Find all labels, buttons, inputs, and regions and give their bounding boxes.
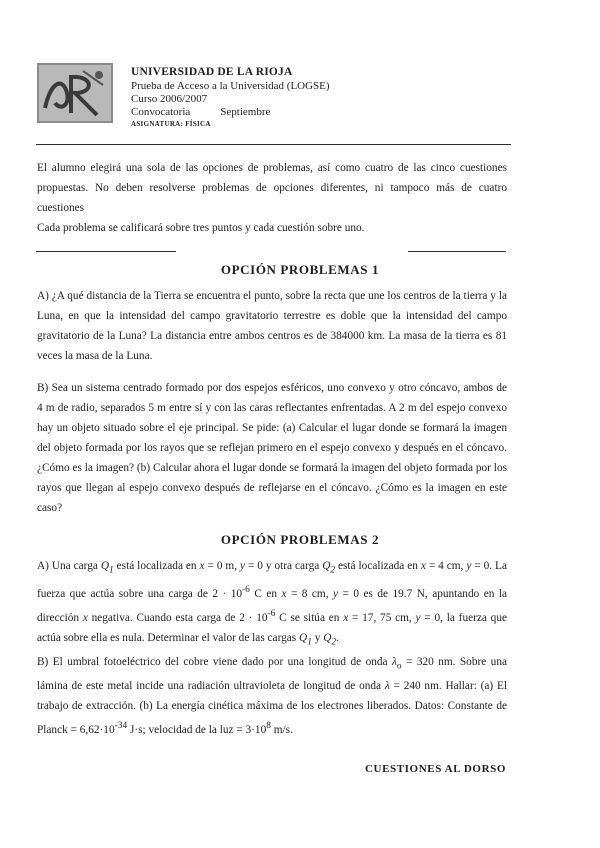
- convocatoria-row: [131, 106, 330, 119]
- course-year: Curso 2006/2007: [131, 92, 208, 105]
- header-divider: [36, 144, 511, 145]
- exam-name: Prueba de Acceso a la Universidad (LOGSE): [131, 79, 330, 92]
- footer-note: CUESTIONES AL DORSO: [365, 763, 506, 775]
- option-2-problem-a: A) Una carga $Q_1$ está localizada en x = 0 m, y = 0 y otra carga $Q_2$ está localizada en x = 4 cm, y = 0. La fuerza que actúa sobre una carga de $2 \cdot 10^{-6}$ C en x = 8 cm, y = 0 es de 19.7 N, apuntando en la dirección x negativa. Cuando esta carga de $2 \cdot 10^{-6}$ C se sitúa en x = 17, 75 cm, y = 0, la fuerza que actúa sobre ella es nula. Determinar el valor de las cargas $Q_1$ y $Q_2$.: [37, 560, 508, 648]
- instructions-divider-right: [408, 251, 506, 252]
- instructions-choice: El alumno elegirá una sola de las opciones de problemas, así como cuatro de las cinco cuestiones propuestas. No deben resolverse problemas de opciones diferentes, ni tampoco más de cuatro cuestiones: [37, 162, 507, 214]
- instructions-divider-left: [36, 251, 176, 252]
- exam-header: [131, 66, 330, 129]
- option-1-title: OPCIÓN PROBLEMAS 1: [220, 262, 380, 277]
- subject-label: ASIGNATURA: FÍSICA: [131, 120, 211, 129]
- convocatoria-label: Convocatoria: [131, 106, 191, 119]
- instructions: [37, 158, 507, 238]
- instructions-grading: Cada problema se calificará sobre tres puntos y cada cuestión sobre uno.: [37, 222, 365, 234]
- option-1-problem-b: B) Sea un sistema centrado formado por dos espejos esféricos, uno convexo y otro cóncavo, ambos de 4 m de radio, separados 5 m entre sí y con las caras reflectantes enfrentadas. A 2 m del espejo convexo hay un objeto situado sobre el eje principal. Se pide: (a) Calcular el lugar donde se formará la imagen del objeto formada por los rayos que se reflejan primero en el espejo convexo y después en el cóncavo. ¿Cómo es la imagen? (b) Calcular ahora el lugar donde se formará la imagen del objeto formada por los rayos que llegan al espejo convexo después de reflejarse en el cóncavo. ¿Cómo es la imagen en este caso?: [37, 382, 507, 514]
- university-logo-icon: [37, 63, 113, 123]
- option-1-problem-a: A) ¿A qué distancia de la Tierra se encuentra el punto, sobre la recta que une los centros de la tierra y la Luna, en que la intensidad del campo gravitatorio terrestre es doble que la intensidad del campo gravitatorio de la Luna? La distancia entre ambos centros es de 384000 km. La masa de la tierra es 81 veces la masa de la Luna.: [37, 290, 507, 362]
- convocatoria-month: Septiembre: [220, 106, 271, 119]
- option-2-problem-b: B) El umbral fotoeléctrico del cobre viene dado por una longitud de onda $\lambda_o = 320$ nm. Sobre una lámina de este metal incide una radiación ultravioleta de longitud de onda λ = 240 nm. Hallar: (a) El trabajo de extracción. (b) La energía cinética máxima de los electrones liberados. Datos: Constante de Planck = $6,62\cdot 10^{-34}$ J·s; velocidad de la luz = $3\cdot 10^8$ m/s.: [37, 656, 507, 737]
- university-name: UNIVERSIDAD DE LA RIOJA: [131, 66, 293, 78]
- option-2-title: OPCIÓN PROBLEMAS 2: [220, 532, 380, 547]
